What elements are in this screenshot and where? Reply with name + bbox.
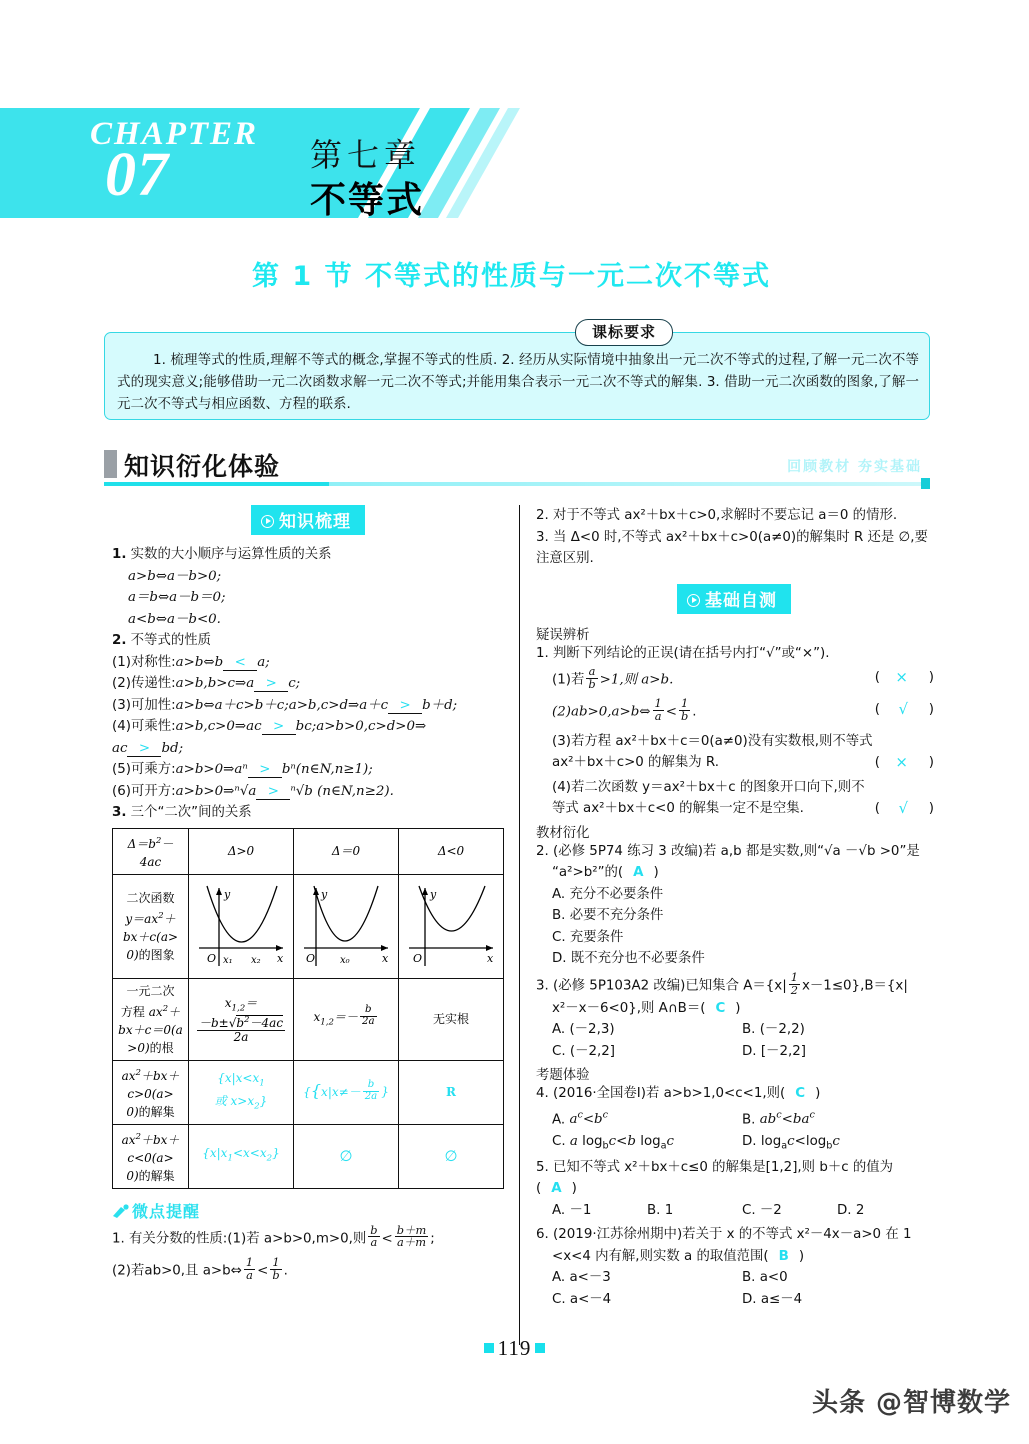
page-number-value: 119 [497, 1336, 532, 1360]
q6-number: 6. [536, 1227, 549, 1243]
q3-options-row-1 [552, 1019, 932, 1041]
svg-text:y: y [321, 887, 328, 901]
property-5-post: bⁿ(n∈N,n≥1); [281, 762, 373, 777]
q2-stem-b: “a²>b²”的( [552, 865, 624, 881]
q1-item3-text: (3)若方程 ax²＋bx＋c＝0(a≠0)没有实数根,则不等式 ax²＋bx＋c>0 的解集为 R. [552, 733, 873, 771]
roots-none: 无实根 [399, 978, 504, 1060]
table-header-delta: $\Delta=b^2-4ac$ [113, 828, 189, 874]
heading-underline-cap [921, 478, 930, 489]
q1-item-4 [552, 777, 932, 820]
knowledge-review-pill-wrap [112, 505, 504, 535]
knowledge-review-pill-label: 知识梳理 [279, 512, 351, 532]
micro-tip-heading [112, 1199, 504, 1222]
knowledge-section-heading [104, 448, 930, 490]
q1-item2-mark: √ [898, 699, 908, 718]
micro-line1-pre: 1. 有关分数的性质:(1)若 a>b>0,m>0,则 [112, 1230, 367, 1246]
q1-item3-paren-close: ) [928, 755, 934, 771]
q6-options-row-2 [552, 1289, 932, 1311]
heading-subtitle: 回顾教材 夯实基础 [787, 459, 922, 475]
q4-option-D: D. $\log_ac<\log_bc$ [742, 1133, 840, 1152]
play-circle-icon [261, 515, 274, 528]
q2-answer: A [633, 865, 644, 881]
item2-title: 不等式的性质 [130, 633, 212, 648]
q6-option-A: A. a<－3 [552, 1270, 611, 1286]
left-item-2 [112, 630, 504, 802]
q5-options-row [552, 1200, 932, 1222]
item3-title: 三个“二次”间的关系 [130, 805, 252, 820]
property-3-blank: > [388, 699, 422, 714]
q6-option-C: C. a<－4 [552, 1291, 612, 1307]
item1-title: 实数的大小顺序与运算性质的关系 [130, 547, 332, 562]
note-3-text: 当 Δ<0 时,不等式 ax²＋bx＋c>0(a≠0)的解集时 R 还是 ∅,要注意区别. [536, 529, 928, 566]
knowledge-review-pill [251, 505, 365, 535]
q3-option-D: D. [－2,2] [742, 1043, 806, 1059]
graph-one-root [294, 874, 399, 978]
q1-item1-pre: (1)若 [552, 672, 585, 688]
subheading-exam-experience: 考题体验 [536, 1068, 590, 1084]
svg-text:x₀: x₀ [340, 954, 350, 966]
svg-text:y: y [224, 887, 231, 901]
section-title: 第 1 节 不等式的性质与一元二次不等式 [252, 261, 771, 292]
q1-item4-mark: √ [898, 799, 908, 818]
q3-stem-d: ) [735, 1000, 741, 1016]
svg-text:x₁: x₁ [223, 954, 233, 966]
q1-number: 1. [536, 645, 549, 661]
q4-stem-end: ) [815, 1086, 821, 1102]
q6-stem-a: (2019·江苏徐州期中)若关于 x 的不等式 x²－4x－a>0 在 1 [553, 1227, 912, 1243]
q1-item-3 [552, 731, 932, 774]
chapter-en-label: CHAPTER [90, 116, 259, 152]
property-3-pre: a>b⇔a＋c>b＋c;a>b,c>d⇒a＋c [175, 697, 389, 713]
property-1 [112, 652, 504, 674]
item1-line-2: a＝b⇔a－b＝0; [128, 590, 226, 605]
subheading-misconception: 疑误辨析 [536, 627, 590, 643]
watermark: 头条 @智博数学 [811, 1388, 1011, 1418]
solution-gt-two: {$x|x<x_1$ 或 $x>x_2$} [189, 1060, 294, 1124]
item1-line-1: a>b⇔a－b>0; [128, 568, 222, 584]
q5-stem: 已知不等式 x²＋bx＋c≤0 的解集是[1,2],则 b＋c 的值为( [536, 1159, 894, 1197]
svg-text:x: x [277, 951, 284, 965]
note-3 [536, 527, 932, 570]
course-requirement-tab: 课标要求 [575, 319, 673, 346]
q5-number: 5. [536, 1159, 549, 1175]
q3-number: 3. [536, 978, 549, 994]
svg-text:O: O [306, 951, 316, 965]
q5-answer: A [551, 1181, 562, 1197]
q6-options-row-1 [552, 1267, 932, 1289]
svg-text:x₂: x₂ [251, 954, 261, 966]
property-2-post: c; [288, 676, 301, 691]
question-6 [536, 1224, 932, 1310]
q4-option-A: A. $a^c<b^c$ [552, 1109, 609, 1128]
svg-text:x: x [487, 951, 494, 965]
q2-option-B: B. 必要不充分条件 [552, 908, 664, 924]
table-header-row [113, 828, 504, 874]
row-label-graph: 二次函数 $y=ax^2+$ bx＋c(a> 0)的图象 [113, 874, 189, 978]
micro-line1-end: ; [430, 1230, 435, 1246]
question-2 [536, 841, 932, 970]
q6-option-D: D. a≤－4 [742, 1291, 803, 1307]
q6-stem-c: ) [798, 1248, 805, 1264]
chapter-cn-line2: 不等式 [310, 180, 425, 221]
item3-number: 3. [112, 805, 127, 820]
property-1-blank: < [223, 656, 257, 671]
row-label-lt: $ax^2+bx+$ c<0(a> 0)的解集 [113, 1124, 189, 1188]
q6-stem-b: <x<4 内有解,则实数 a 的取值范围( [552, 1248, 769, 1264]
q1-item4-paren-close: ) [928, 801, 934, 817]
q1-item1-post: >1,则 a>b. [599, 672, 674, 688]
svg-text:O: O [413, 951, 423, 965]
q4-answer: C [795, 1086, 806, 1102]
q1-item3-paren-open: ( [874, 755, 880, 771]
table-row-gt [113, 1060, 504, 1124]
q3-stem-a: (必修 5P103A2 改编)已知集合 A＝{x| [553, 978, 787, 994]
question-3: 3. (必修 5P103A2 改编)已知集合 A＝{x| $\frac{1}{2}$ x－1≤0},B＝{x| x²－x－6<0},则 A∩B＝( C ) A. (－2,3) B. (－2,2) C. (－2,2] D. [－2,2] [536, 973, 932, 1062]
property-4 [112, 716, 504, 738]
chapter-number: 07 [105, 141, 169, 209]
q2-number: 2. [536, 843, 549, 859]
row-label-roots: 一元二次 方程 $ax^2+$ bx＋c＝0(a >0)的根 [113, 978, 189, 1060]
q6-option-B: B. a<0 [742, 1270, 788, 1286]
parabola-one-root-svg [298, 878, 394, 970]
property-4-cont-post: bd; [161, 740, 184, 756]
q3-stem-b: x－1≤0},B＝{x| [801, 978, 908, 994]
svg-text:x: x [382, 951, 389, 965]
property-6 [112, 781, 504, 803]
q4-options-row-1 [552, 1105, 932, 1131]
row-label-gt: $ax^2+bx+$ c>0(a> 0)的解集 [113, 1060, 189, 1124]
column-divider [519, 505, 520, 1345]
q1-item2-pre: (2)ab>0,a>b⇔ [552, 704, 651, 720]
table-header-pos: Δ>0 [189, 828, 294, 874]
q1-stem: 判断下列结论的正误(请在括号内打“√”或“×”). [553, 645, 830, 661]
q2-option-D: D. 既不充分也不必要条件 [552, 951, 705, 967]
svg-text:y: y [430, 887, 437, 901]
parabola-no-root-svg [403, 878, 499, 970]
solution-lt-one: ∅ [294, 1124, 399, 1188]
self-test-pill [677, 584, 791, 614]
table-header-neg: Δ<0 [399, 828, 504, 874]
property-5-blank: > [248, 763, 282, 778]
graph-two-roots [189, 874, 294, 978]
left-item-1 [112, 544, 504, 630]
chapter-banner [0, 108, 585, 221]
q1-item1-paren-close: ) [928, 670, 934, 685]
property-6-blank: > [256, 785, 290, 800]
property-3-label: (3)可加性: [112, 697, 176, 713]
q5-option-C: C. －2 [742, 1202, 782, 1218]
property-3 [112, 695, 504, 717]
property-6-label: (6)可开方: [112, 783, 176, 799]
item1-number: 1. [112, 547, 127, 562]
q5-option-B: B. 1 [647, 1202, 674, 1218]
q3-answer: C [715, 1000, 726, 1016]
question-5 [536, 1157, 932, 1222]
solution-gt-one: {{x|x≠－ $\frac{b}{2a}$ } [294, 1060, 399, 1124]
q1-item4-paren-open: ( [874, 801, 880, 817]
property-1-post: a; [257, 654, 270, 670]
q3-option-C: C. (－2,2] [552, 1043, 615, 1059]
q3-option-A: A. (－2,3) [552, 1022, 615, 1038]
solution-gt-none: R [399, 1060, 504, 1124]
heading-underline [104, 482, 930, 486]
property-2 [112, 673, 504, 695]
property-2-blank: > [254, 677, 288, 692]
chapter-cn-line1: 第七章 [310, 136, 422, 174]
table-header-zero: Δ＝0 [294, 828, 399, 874]
self-test-pill-label: 基础自测 [705, 590, 777, 611]
q4-number: 4. [536, 1086, 549, 1102]
q3-option-B: B. (－2,2) [742, 1022, 805, 1038]
property-4-post: bc;a>b>0,c>d>0⇒ [295, 719, 427, 734]
micro-line2-end: . [283, 1263, 288, 1279]
q1-item1-mark: × [895, 668, 908, 686]
property-4-label: (4)可乘性: [112, 719, 176, 734]
q2-option-C: C. 充要条件 [552, 929, 624, 945]
q3-stem-c: x²－x－6<0},则 A∩B＝( [552, 1000, 706, 1016]
micro-tip-label: 微点提醒 [132, 1201, 201, 1221]
heading-bar-icon [104, 450, 117, 478]
q1-item1-paren-open: ( [874, 670, 880, 685]
note-3-number: 3. [536, 529, 549, 545]
property-3-post: b＋d; [422, 697, 458, 713]
svg-text:O: O [207, 951, 217, 965]
pen-icon [112, 1204, 129, 1219]
property-2-label: (2)传递性: [112, 676, 176, 691]
q1-item3-mark: × [895, 753, 908, 772]
left-column [112, 505, 504, 1283]
solution-lt-two: $\{x|x_1<x<x_2\}$ [189, 1124, 294, 1188]
q1-item4-text: (4)若二次函数 y＝ax²＋bx＋c 的图象开口向下,则不等式 ax²＋bx＋c<0 的解集一定不是空集. [552, 779, 865, 817]
roots-two: $x_{1,2}=$ $\frac{-b\pm√b^2-4ac}{2a}$ [189, 978, 294, 1060]
course-requirement-text: 1. 梳理等式的性质,理解不等式的概念,掌握不等式的性质. 2. 经历从实际情境中抽象出一元二次不等式的过程,了解一元二次不等式的现实意义;能够借助一元二次函数求解一元二次不等式;并能用集合表示一元二次不等式的解集. 3. 借助一元二次函数的图象,了解一元二次不等式与相应函数、方程的联系. [117, 352, 919, 412]
property-4-pre: a>b,c>0⇒ac [175, 719, 262, 734]
q3-options-row-2 [552, 1041, 932, 1063]
property-6-pre: a>b>0⇒ⁿ√a [175, 783, 257, 799]
q5-option-D: D. 2 [837, 1202, 865, 1218]
q2-stem-a: (必修 5P74 练习 3 改编)若 a,b 都是实数,则“√a －√b >0”是 [553, 843, 920, 859]
property-2-pre: a>b,b>c⇒a [175, 676, 255, 691]
course-requirement-box [104, 323, 930, 420]
q1-item-2: (2)ab>0,a>b⇔ $\frac{1}{a}$ < $\frac{1}{b}$ . ( √ ) [552, 695, 934, 723]
item2-number: 2. [112, 633, 127, 648]
parabola-two-roots-svg [193, 878, 289, 970]
property-5-label: (5)可乘方: [112, 762, 176, 777]
micro-tip-line-1: 1. 有关分数的性质:(1)若 a>b>0,m>0,则 $\frac{b}{a}$ < $\frac{b+m}{a+m}$ ; [112, 1222, 435, 1250]
page-number-square-right [535, 1343, 545, 1353]
q1-item2-paren-close: ) [928, 701, 934, 717]
q1-item2-post: . [692, 704, 697, 720]
property-4-blank: > [262, 720, 296, 735]
question-4 [536, 1083, 932, 1157]
play-circle-icon-2 [687, 594, 700, 607]
property-5 [112, 759, 504, 781]
page-number [0, 1336, 1029, 1361]
q5-option-A: A. －1 [552, 1202, 592, 1218]
self-test-pill-wrap [536, 584, 932, 614]
table-row-roots [113, 978, 504, 1060]
banner-shape-svg [0, 108, 585, 218]
property-6-post: ⁿ√b (n∈N,n≥2). [290, 783, 394, 799]
page-number-square-left [484, 1343, 494, 1353]
note-2 [536, 505, 932, 527]
property-1-pre: a>b⇔b [175, 654, 224, 670]
question-1 [536, 643, 932, 665]
quadratic-relations-table [112, 828, 504, 1189]
micro-line2-pre: (2)若ab>0,且 a>b⇔ [112, 1263, 242, 1279]
left-item-3 [112, 802, 504, 824]
q1-item-1: (1)若 $\frac{a}{b}$ >1,则 a>b. ( × ) [552, 664, 934, 691]
heading-title: 知识衍化体验 [124, 452, 281, 481]
roots-one: $x_{1,2}=-$ $\frac{b}{2a}$ [294, 978, 399, 1060]
micro-tip-line-2: (2)若ab>0,且 a>b⇔ $\frac{1}{a}$ < $\frac{1}{b}$ . [112, 1255, 288, 1283]
q4-option-B: B. $ab^c<ba^c$ [742, 1109, 815, 1128]
subheading-textbook-derivation: 教材衍化 [536, 825, 590, 841]
property-1-label: (1)对称性: [112, 654, 176, 670]
q5-stem-end: ) [571, 1181, 577, 1197]
q4-option-C: C. a $\log_bc<b$ $\log_ac$ [552, 1133, 675, 1152]
q2-stem-c: ) [653, 865, 659, 881]
note-2-number: 2. [536, 508, 549, 523]
property-5-pre: a>b>0⇒aⁿ [175, 762, 248, 777]
property-4-cont-pre: ac [112, 740, 128, 756]
q2-option-A: A. 充分不必要条件 [552, 886, 664, 902]
item1-line-3: a<b⇔a－b<0. [128, 611, 221, 627]
property-4-cont [112, 738, 504, 760]
q1-item2-paren-open: ( [874, 701, 880, 717]
graph-no-root [399, 874, 504, 978]
q6-answer: B [778, 1248, 789, 1264]
solution-lt-none: ∅ [399, 1124, 504, 1188]
q4-options-row-2 [552, 1131, 932, 1157]
table-row-graph [113, 874, 504, 978]
q4-stem: (2016·全国卷Ⅰ)若 a>b>1,0<c<1,则( [553, 1086, 786, 1102]
property-4-cont-blank: > [127, 742, 161, 757]
right-column [536, 505, 932, 1310]
table-row-lt [113, 1124, 504, 1188]
note-2-text: 对于不等式 ax²＋bx＋c>0,求解时不要忘记 a＝0 的情形. [553, 508, 898, 523]
